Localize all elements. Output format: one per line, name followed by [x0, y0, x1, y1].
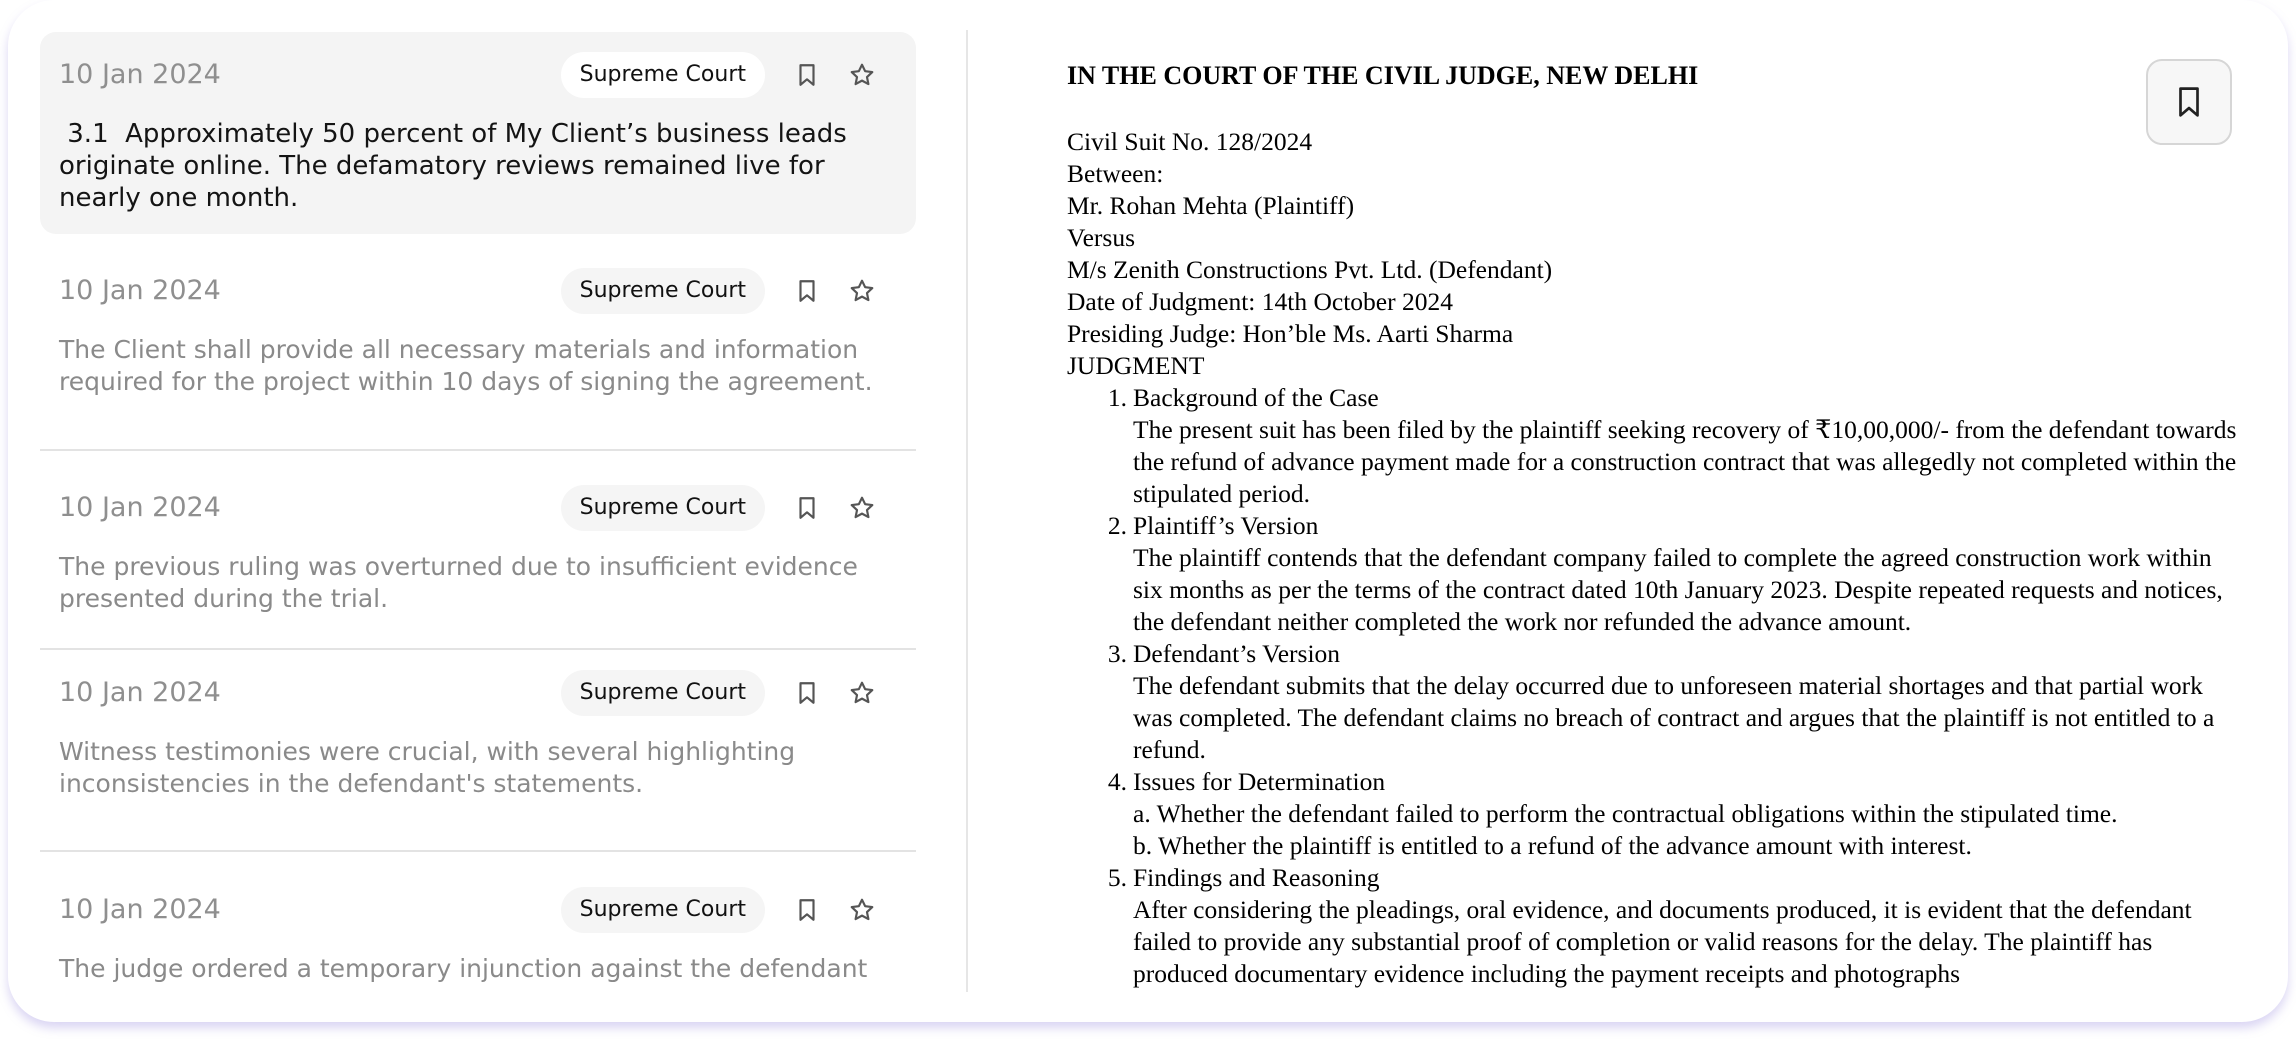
case-line: Date of Judgment: 14th October 2024: [1067, 287, 1453, 316]
court-tag[interactable]: Supreme Court: [561, 268, 765, 314]
star-icon[interactable]: [843, 674, 881, 712]
section-number: 4.: [1107, 767, 1127, 796]
list-item-header: [59, 52, 897, 98]
list-item[interactable]: [40, 248, 916, 451]
list-item[interactable]: [40, 32, 916, 234]
judgment-section: [1067, 638, 2247, 766]
item-date: 10 Jan 2024: [59, 492, 221, 523]
case-line: M/s Zenith Constructions Pvt. Ltd. (Defendant): [1067, 255, 1553, 284]
section-number: 1.: [1107, 383, 1127, 412]
bookmark-icon[interactable]: [788, 56, 826, 94]
document-viewer[interactable]: [1067, 60, 2247, 995]
item-date: 10 Jan 2024: [59, 59, 221, 90]
section-number: 3.: [1107, 639, 1127, 668]
list-item-header: [59, 268, 897, 314]
star-icon[interactable]: [843, 489, 881, 527]
case-line: Versus: [1067, 223, 1135, 252]
court-tag[interactable]: Supreme Court: [561, 52, 765, 98]
bookmark-icon[interactable]: [788, 272, 826, 310]
section-number: 5.: [1107, 863, 1127, 892]
document-title: IN THE COURT OF THE CIVIL JUDGE, NEW DELHI: [1067, 61, 1699, 90]
section-heading: Defendant’s Version: [1133, 639, 1341, 668]
case-line: Mr. Rohan Mehta (Plaintiff): [1067, 191, 1355, 220]
bookmark-document-button[interactable]: [2146, 59, 2232, 145]
judgment-section: [1067, 766, 2247, 862]
court-tag[interactable]: Supreme Court: [561, 670, 765, 716]
bookmark-icon[interactable]: [788, 674, 826, 712]
case-line: Civil Suit No. 128/2024: [1067, 127, 1313, 156]
case-line: Between:: [1067, 159, 1164, 188]
list-item-header: [59, 887, 897, 933]
judgment-heading: JUDGMENT: [1067, 351, 1205, 380]
item-text: The judge ordered a temporary injunction against the defendant: [59, 954, 868, 983]
item-date: 10 Jan 2024: [59, 894, 221, 925]
section-heading: Issues for Determination: [1133, 767, 1386, 796]
item-text: The Client shall provide all necessary materials and information required for the project within 10 days of signing the agreement.: [59, 335, 873, 396]
judgment-section: [1067, 382, 2247, 510]
section-body: After considering the pleadings, oral evidence, and documents produced, it is evident that the defendant failed to provide any substantial proof of completion or valid reasons for the delay. The plaintiff has produced documentary evidence including the payment receipts and photographs: [1133, 895, 2192, 988]
section-body: The plaintiff contends that the defendant company failed to complete the agreed construction work within six months as per the terms of the contract dated 10th January 2023. Despite repeated requests and notices, the defendant neither completed the work nor refunded the advance amount.: [1133, 543, 2223, 636]
list-item[interactable]: [40, 867, 916, 992]
issue-item: a. Whether the defendant failed to perform the contractual obligations within the stipulated time.: [1133, 799, 2118, 828]
case-line: Presiding Judge: Hon’ble Ms. Aarti Sharma: [1067, 319, 1514, 348]
section-heading: Plaintiff’s Version: [1133, 511, 1319, 540]
item-date: 10 Jan 2024: [59, 275, 221, 306]
list-item[interactable]: [40, 650, 916, 852]
star-icon[interactable]: [843, 272, 881, 310]
item-text: Witness testimonies were crucial, with several highlighting inconsistencies in the defendant's statements.: [59, 737, 796, 798]
item-text: 3.1 Approximately 50 percent of My Client’s business leads originate online. The defamatory reviews remained live for nearly one month.: [59, 119, 856, 213]
list-item-header: [59, 670, 897, 716]
bookmark-icon[interactable]: [788, 489, 826, 527]
pane-divider[interactable]: [966, 30, 968, 992]
section-body: The defendant submits that the delay occurred due to unforeseen material shortages and that partial work was completed. The defendant claims no breach of contract and argues that the plaintiff is not entitled to a refund.: [1133, 671, 2215, 764]
judgment-section: [1067, 862, 2247, 990]
star-icon[interactable]: [843, 891, 881, 929]
list-item[interactable]: [40, 465, 916, 650]
section-number: 2.: [1107, 511, 1127, 540]
star-icon[interactable]: [843, 56, 881, 94]
list-item-header: [59, 485, 897, 531]
item-text: The previous ruling was overturned due to insufficient evidence presented during the trial.: [59, 552, 858, 613]
section-body: The present suit has been filed by the plaintiff seeking recovery of ₹10,00,000/- from the defendant towards the refund of advance payment made for a construction contract that was allegedly not completed within the stipulated period.: [1133, 415, 2237, 508]
court-tag[interactable]: Supreme Court: [561, 485, 765, 531]
judgment-section: [1067, 510, 2247, 638]
bookmark-icon: [2174, 85, 2204, 119]
section-heading: Background of the Case: [1133, 383, 1379, 412]
section-heading: Findings and Reasoning: [1133, 863, 1380, 892]
court-tag[interactable]: Supreme Court: [561, 887, 765, 933]
issue-item: b. Whether the plaintiff is entitled to a refund of the advance amount with interest.: [1133, 831, 1972, 860]
results-list[interactable]: [40, 32, 925, 992]
bookmark-icon[interactable]: [788, 891, 826, 929]
app-card: [8, 0, 2288, 1022]
item-date: 10 Jan 2024: [59, 677, 221, 708]
